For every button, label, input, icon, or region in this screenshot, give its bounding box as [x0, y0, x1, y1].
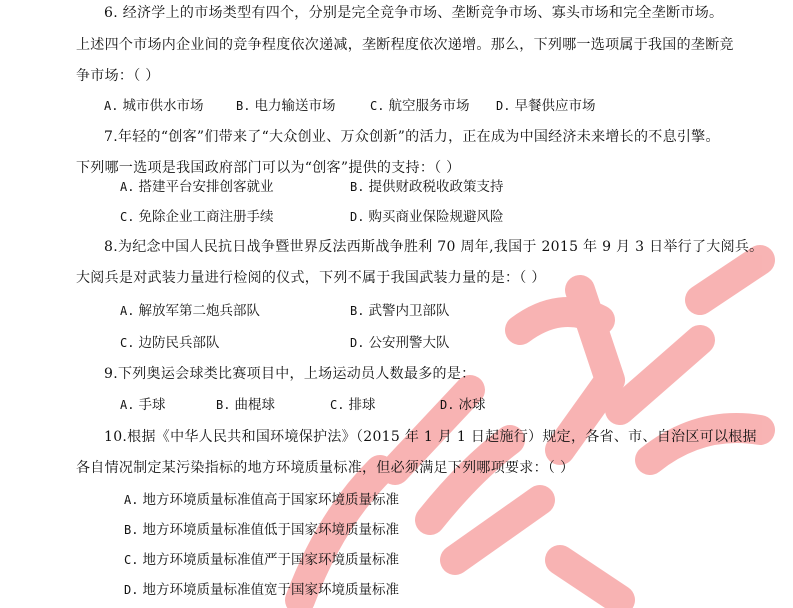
- question-10-option-a: A. 地方环境质量标准值高于国家环境质量标准: [124, 492, 399, 508]
- question-6-line-2: 上述四个市场内企业间的竞争程度依次递减，垄断程度依次递增。那么，下列哪一选项属于我国的垄断竞: [76, 37, 734, 53]
- question-6-option-c: C. 航空服务市场: [370, 98, 470, 114]
- question-9-option-d: D. 冰球: [440, 397, 486, 413]
- question-10-option-c: C. 地方环境质量标准值严于国家环境质量标准: [124, 552, 399, 568]
- question-9-option-c: C. 排球: [330, 397, 376, 413]
- question-10-option-b: B. 地方环境质量标准值低于国家环境质量标准: [124, 522, 399, 538]
- question-7-option-c: C. 免除企业工商注册手续: [120, 209, 274, 225]
- question-7-option-b: B. 提供财政税收政策支持: [350, 179, 504, 195]
- question-6-option-a: A. 城市供水市场: [104, 98, 204, 114]
- question-8-line-2: 大阅兵是对武装力量进行检阅的仪式，下列不属于我国武装力量的是：（ ）: [76, 270, 546, 286]
- question-7-option-a: A. 搭建平台安排创客就业: [120, 179, 274, 195]
- question-10-line-1: 10.根据《中华人民共和国环境保护法》（2015 年 1 月 1 日起施行）规定，各省、市、自治区可以根据: [104, 429, 757, 445]
- question-7-line-1: 7.年轻的“创客”们带来了“大众创业、万众创新”的活力，正在成为中国经济未来增长的不息引擎。: [104, 129, 720, 145]
- question-6-line-1: 6. 经济学上的市场类型有四个，分别是完全竞争市场、垄断竞争市场、寡头市场和完全垄断市场。: [104, 5, 724, 21]
- question-6-option-d: D. 早餐供应市场: [496, 98, 596, 114]
- question-7-option-d: D. 购买商业保险规避风险: [350, 209, 504, 225]
- question-9-line-1: 9.下列奥运会球类比赛项目中，上场运动员人数最多的是：: [104, 366, 476, 382]
- question-9-option-a: A. 手球: [120, 397, 166, 413]
- question-8-option-b: B. 武警内卫部队: [350, 303, 450, 319]
- question-8-line-1: 8.为纪念中国人民抗日战争暨世界反法西斯战争胜利 70 周年,我国于 2015 年 9 月 3 日举行了大阅兵。: [104, 239, 764, 255]
- question-10-line-2: 各自情况制定某污染指标的地方环境质量标准，但必须满足下列哪项要求：（ ）: [76, 460, 575, 476]
- question-9-option-b: B. 曲棍球: [216, 397, 275, 413]
- question-6-line-3: 争市场：（ ）: [76, 68, 160, 84]
- question-8-option-a: A. 解放军第二炮兵部队: [120, 303, 260, 319]
- question-6-option-b: B. 电力输送市场: [236, 98, 336, 114]
- question-8-option-d: D. 公安刑警大队: [350, 335, 450, 351]
- question-10-option-d: D. 地方环境质量标准值宽于国家环境质量标准: [124, 582, 399, 598]
- question-8-option-c: C. 边防民兵部队: [120, 335, 220, 351]
- question-7-line-2: 下列哪一选项是我国政府部门可以为“创客”提供的支持：（ ）: [76, 160, 461, 176]
